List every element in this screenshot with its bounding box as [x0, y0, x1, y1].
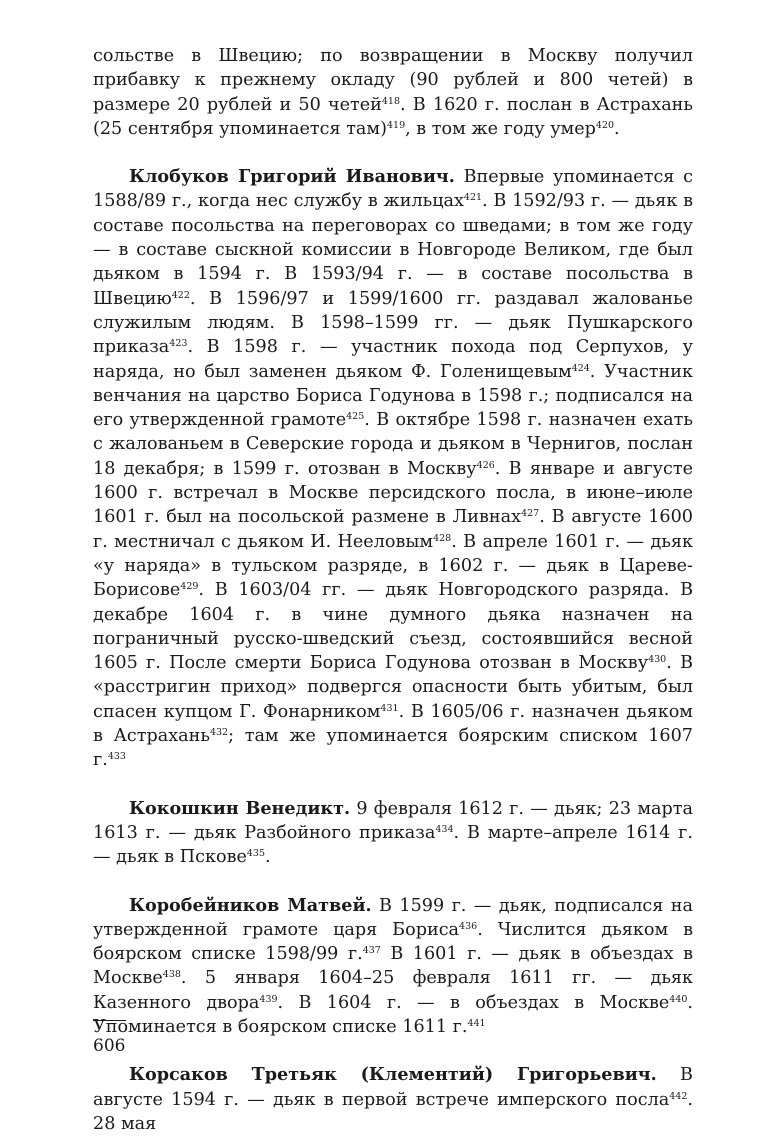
text-run: . В январе и августе 1600 г. встречал в Москве персидского посла, в июне–июле 1601 г. был на посольской размене в Ливнах	[93, 458, 693, 528]
text-run: 9 февраля 1612 г. — дьяк; 23 марта 1613 г. — дьяк Разбойного приказа	[93, 798, 693, 843]
entry-name: Клобуков Григорий Иванович.	[129, 166, 455, 188]
text-run: . В 1604 г. — в объездах в Москве	[277, 992, 670, 1013]
paragraph-gap	[93, 141, 693, 165]
footnote-ref: 430	[648, 654, 667, 666]
text-run: сольстве в Швецию; по возвращении в Москву получил прибавку к прежнему окладу (90 рублей и 800 четей) в размере 20 рублей и 50 четей	[93, 46, 693, 115]
text-run: . В 1605/06 г. назначен дьяком в Астрахань	[93, 701, 693, 747]
footnote-ref: 439	[259, 993, 278, 1005]
footnote-ref: 436	[459, 920, 478, 932]
footnote-ref: 421	[463, 192, 483, 204]
footnote-ref: 432	[209, 727, 229, 739]
text-run: . В 1598 г. — участник похода под Серпухов, у наряда, но был заменен дьяком Ф. Голенищевым	[93, 337, 693, 382]
text-run: . В 1603/04 гг. — дьяк Новгородского разряда. В декабре 1604 г. в чине думного дьяка назначен на пограничный русско-шведский съезд, состоявшийся весной 1605 г. После смерти Бориса Годунова отозван в Москву	[93, 580, 693, 674]
footnote-ref: 429	[180, 581, 199, 593]
text-run: .	[614, 118, 620, 139]
text-run: В 1599 г. — дьяк, подписался на утвержденной грамоте царя Бориса	[93, 895, 693, 940]
footnote-ref: 419	[386, 119, 406, 131]
footnote-ref: 437	[362, 945, 381, 957]
text-run: , в том же году умер	[405, 118, 596, 139]
footnote-ref: 420	[595, 119, 615, 131]
text-run: . Числится дьяком в боярском списке 1598/99 г.	[93, 919, 693, 965]
paragraph-gap	[93, 773, 693, 797]
text-run: . В 1596/97 и 1599/1600 гг. раздавал жалованье служилым людям. В 1598–1599 гг. — дьяк Пушкарского приказа	[93, 288, 693, 358]
footnote-ref: 438	[162, 969, 181, 981]
footnote-ref: 431	[380, 702, 399, 714]
entry-name: Кокошкин Венедикт.	[129, 797, 351, 819]
text-run: . В 1620 г. послан в Астрахань (25 сентября упоминается там)	[93, 94, 693, 139]
text-run: . В марте–апреле 1614 г. — дьяк в Пскове	[93, 822, 693, 868]
footnote-ref: 428	[433, 532, 452, 544]
footnote-ref: 424	[571, 362, 590, 374]
footnote-ref: 435	[246, 848, 266, 860]
footnote-ref: 442	[669, 1090, 688, 1102]
paragraph-kokoshkin	[93, 797, 693, 870]
footnote-ref: 441	[467, 1017, 486, 1029]
text-run: . В октябре 1598 г. назначен ехать с жалованьем в Северские города и дьяком в Чернигов, послан 18 декабря; в 1599 г. отозван в Москву	[93, 410, 693, 479]
text-run: . Упоминается в боярском списке 1611 г.	[93, 992, 693, 1037]
footnote-ref: 434	[435, 823, 454, 835]
text-run: В августе 1594 г. — дьяк в первой встрече имперского посла	[93, 1065, 693, 1110]
text-run: . Участник венчания на царство Бориса Годунова в 1598 г.; подписался на его утвержденной грамоте	[93, 361, 693, 431]
footnote-ref: 433	[107, 751, 126, 763]
footnote-ref: 418	[381, 95, 401, 107]
footnote-ref: 422	[171, 289, 190, 301]
paragraph-gap	[93, 1039, 693, 1063]
footnote-ref: 427	[521, 508, 540, 520]
text-run: Впервые упоминается с 1588/89 г., когда нес службу в жильцах	[93, 167, 693, 212]
footnote-ref: 440	[669, 993, 688, 1005]
text-run: . В 1592/93 г. — дьяк в составе посольства на переговорах со шведами; в том же году — в составе сыскной комиссии в Новгороде Великом, где был дьяком в 1594 г. В 1593/94 г. — в составе посольства в Швецию	[93, 191, 693, 309]
paragraph-korsakov	[93, 1063, 693, 1136]
footer-rule	[93, 1020, 126, 1021]
text-run: .	[265, 847, 271, 868]
text-run: . 5 января 1604–25 февраля 1611 гг. — дьяк Казенного двора	[93, 968, 693, 1013]
page-number: 606	[93, 1036, 126, 1056]
text-run: В 1601 г. — дьяк в объездах в Москве	[93, 944, 693, 989]
paragraph-gap	[93, 870, 693, 894]
text-run: . В апреле 1601 г. — дьяк «у наряда» в тульском разряде, в 1602 г. — дьяк в Цареве-Борисове	[93, 531, 694, 601]
entry-name: Корсаков Третьяк (Клементий) Григорьевич.	[129, 1064, 657, 1086]
footnote-ref: 426	[476, 459, 495, 471]
paragraph-korobeynikov	[93, 894, 693, 1040]
page-body	[93, 44, 693, 1136]
text-run: . 28 мая	[93, 1089, 693, 1134]
text-run: ; там же упоминается боярским списком 1607 г.	[93, 726, 693, 771]
text-run: . В августе 1600 г. местничал с дьяком И. Нееловым	[93, 507, 693, 552]
entry-name: Коробейников Матвей.	[129, 894, 372, 916]
paragraph-intro	[93, 44, 693, 141]
paragraph-klobukov	[93, 165, 693, 772]
text-run: . В «расстригин приход» подвергся опасности быть убитым, был спасен купцом Г. Фонарником	[93, 653, 693, 722]
footnote-ref: 423	[169, 338, 188, 350]
footnote-ref: 425	[346, 411, 365, 423]
